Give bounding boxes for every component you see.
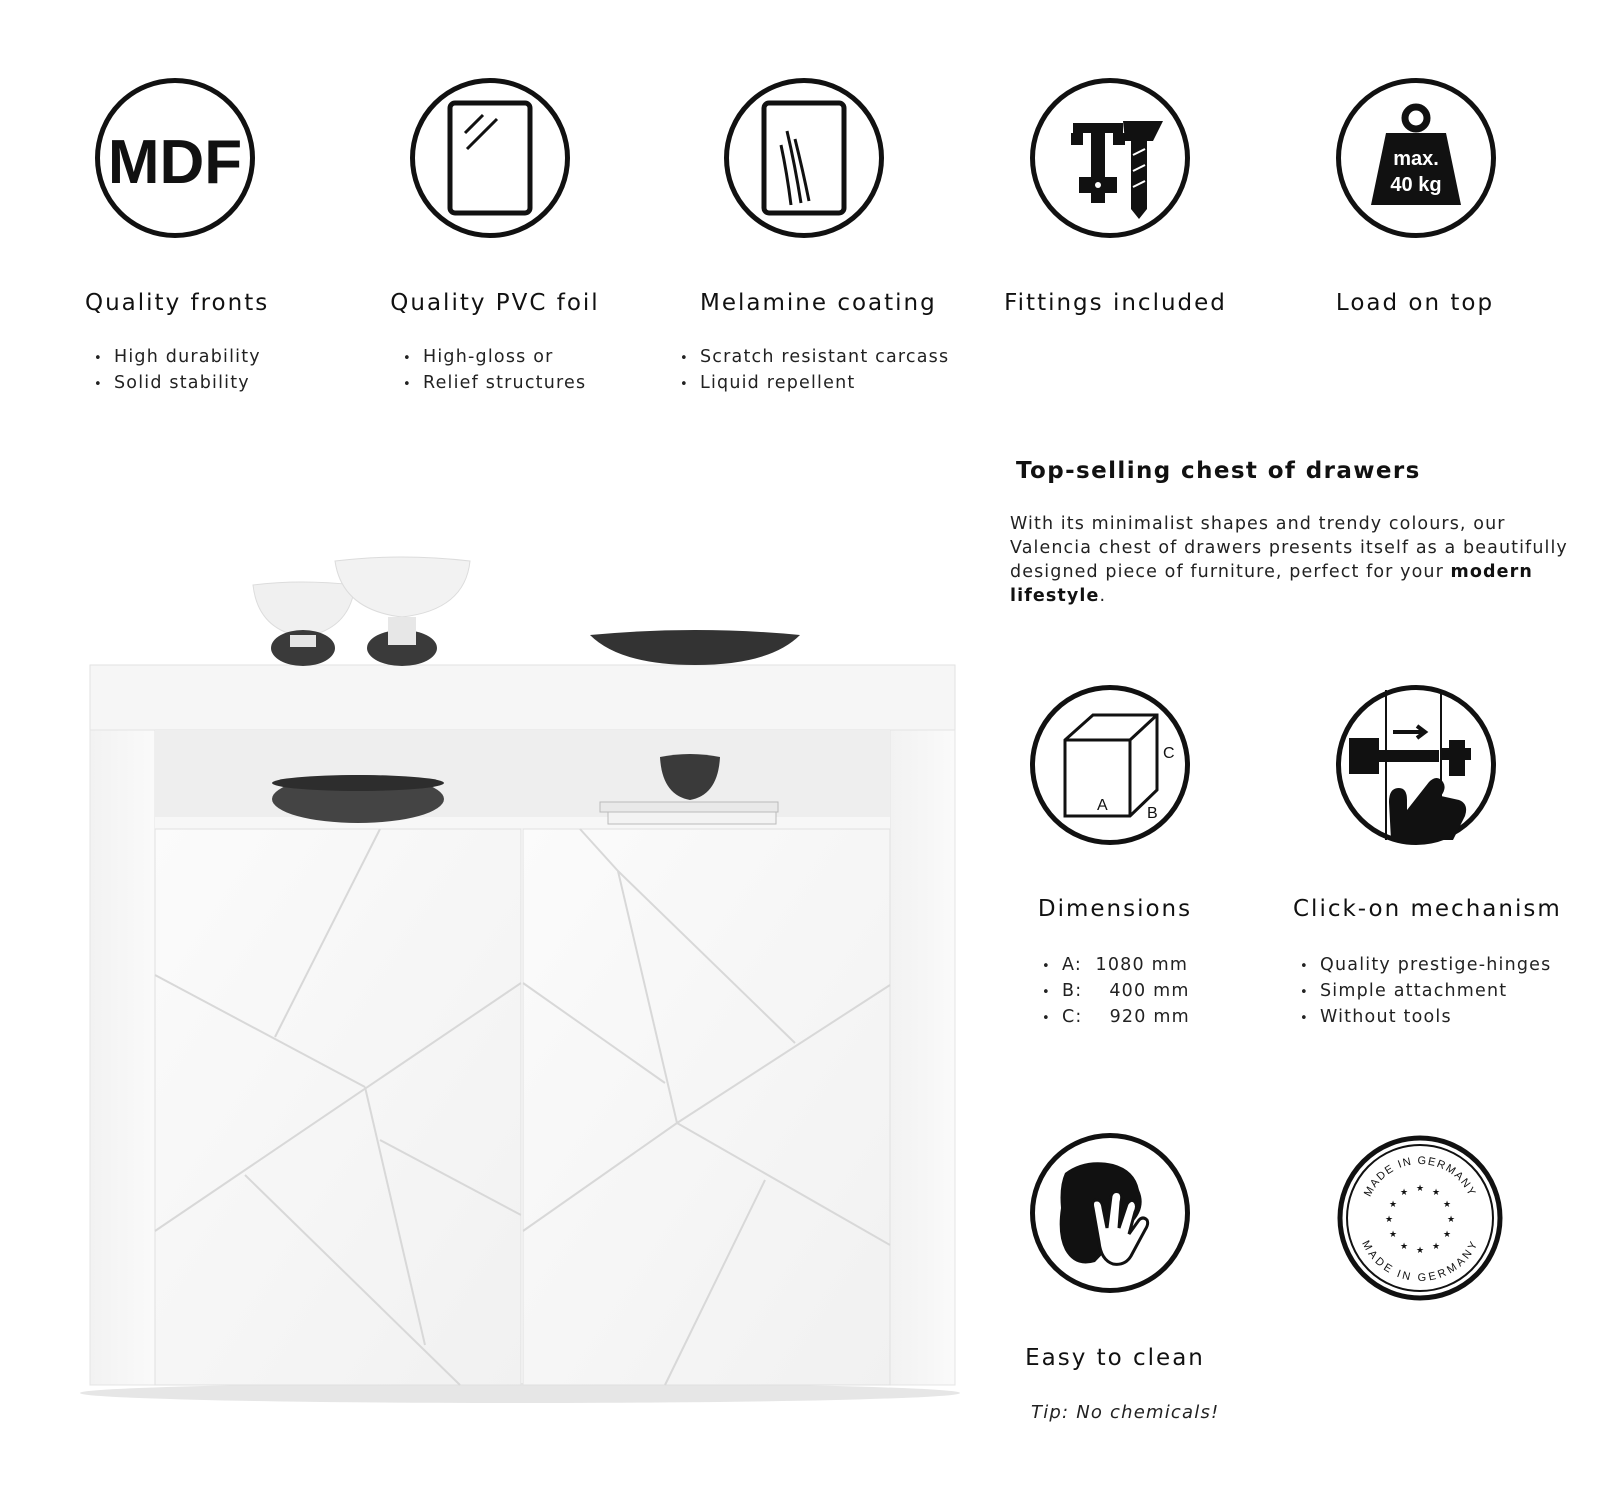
list-item: • Solid stability <box>94 371 261 397</box>
feature-title-quality-fronts: Quality fronts <box>85 290 270 316</box>
svg-text:★: ★ <box>1384 1215 1394 1225</box>
list-item: • Quality prestige-hinges <box>1300 953 1551 979</box>
svg-text:★: ★ <box>1431 1242 1441 1252</box>
description-title: Top-selling chest of drawers <box>1016 458 1421 484</box>
feature-title-pvc-foil: Quality PVC foil <box>390 290 600 316</box>
mdf-icon-text: MDF <box>107 128 243 197</box>
weight-icon-text-1: max. <box>1393 148 1439 170</box>
mdf-icon <box>95 78 255 238</box>
list-item: • C: 920 mm <box>1042 1005 1190 1031</box>
bullets-dimensions <box>1042 953 1190 1031</box>
hinge-click-icon <box>1336 685 1496 845</box>
scratch-panel-icon <box>724 78 884 238</box>
svg-text:★: ★ <box>1399 1242 1409 1252</box>
bullets-click-on <box>1300 953 1551 1031</box>
made-in-germany-badge <box>1336 1134 1504 1302</box>
svg-text:★: ★ <box>1442 1200 1452 1210</box>
cube-icon <box>1030 685 1190 845</box>
svg-text:★: ★ <box>1415 1184 1425 1194</box>
svg-text:★: ★ <box>1415 1246 1425 1256</box>
dimensions-title: Dimensions <box>1037 896 1193 922</box>
list-item: • B: 400 mm <box>1042 979 1190 1005</box>
svg-text:★: ★ <box>1399 1188 1409 1198</box>
description-text-main: With its minimalist shapes and trendy colours, our Valencia chest of drawers presents itself as a beautifully designed piece of furniture, perfect for your <box>1010 514 1568 582</box>
list-item: • High durability <box>94 345 261 371</box>
clean-title: Easy to clean <box>1025 1345 1205 1371</box>
svg-text:★: ★ <box>1388 1200 1398 1210</box>
cleaning-hand-icon <box>1030 1133 1190 1293</box>
product-image-sideboard <box>80 555 980 1455</box>
badge-text-top: MADE IN GERMANY <box>1361 1154 1479 1199</box>
glossy-panel-icon <box>410 78 570 238</box>
svg-text:★: ★ <box>1388 1230 1398 1240</box>
svg-text:★: ★ <box>1431 1188 1441 1198</box>
list-item: • A: 1080 mm <box>1042 953 1190 979</box>
svg-text:★: ★ <box>1446 1215 1456 1225</box>
list-item: • Liquid repellent <box>680 371 949 397</box>
feature-title-melamine: Melamine coating <box>700 290 937 316</box>
fittings-icon <box>1030 78 1190 238</box>
feature-title-load: Load on top <box>1335 290 1495 316</box>
click-on-title: Click-on mechanism <box>1293 896 1562 922</box>
description-text <box>1010 512 1570 608</box>
list-item: • Scratch resistant carcass <box>680 345 949 371</box>
bullets-melamine <box>680 345 949 397</box>
clean-tip: Tip: No chemicals! <box>1031 1402 1220 1423</box>
badge-text-bottom: MADE IN GERMANY <box>1359 1238 1481 1285</box>
list-item: • Without tools <box>1300 1005 1551 1031</box>
svg-text:★: ★ <box>1442 1230 1452 1240</box>
bullets-pvc-foil <box>403 345 586 397</box>
description-text-end: . <box>1099 586 1107 606</box>
cube-label-a: A <box>1097 797 1108 814</box>
list-item: • High-gloss or <box>403 345 586 371</box>
cube-label-b: B <box>1147 805 1158 822</box>
cube-label-c: C <box>1163 745 1175 762</box>
weight-icon-text-2: 40 kg <box>1390 174 1442 196</box>
list-item: • Relief structures <box>403 371 586 397</box>
weight-icon <box>1336 78 1496 238</box>
description-text-bold: modern lifestyle <box>1010 562 1533 606</box>
list-item: • Simple attachment <box>1300 979 1551 1005</box>
feature-title-fittings: Fittings included <box>1004 290 1227 316</box>
bullets-quality-fronts <box>94 345 261 397</box>
